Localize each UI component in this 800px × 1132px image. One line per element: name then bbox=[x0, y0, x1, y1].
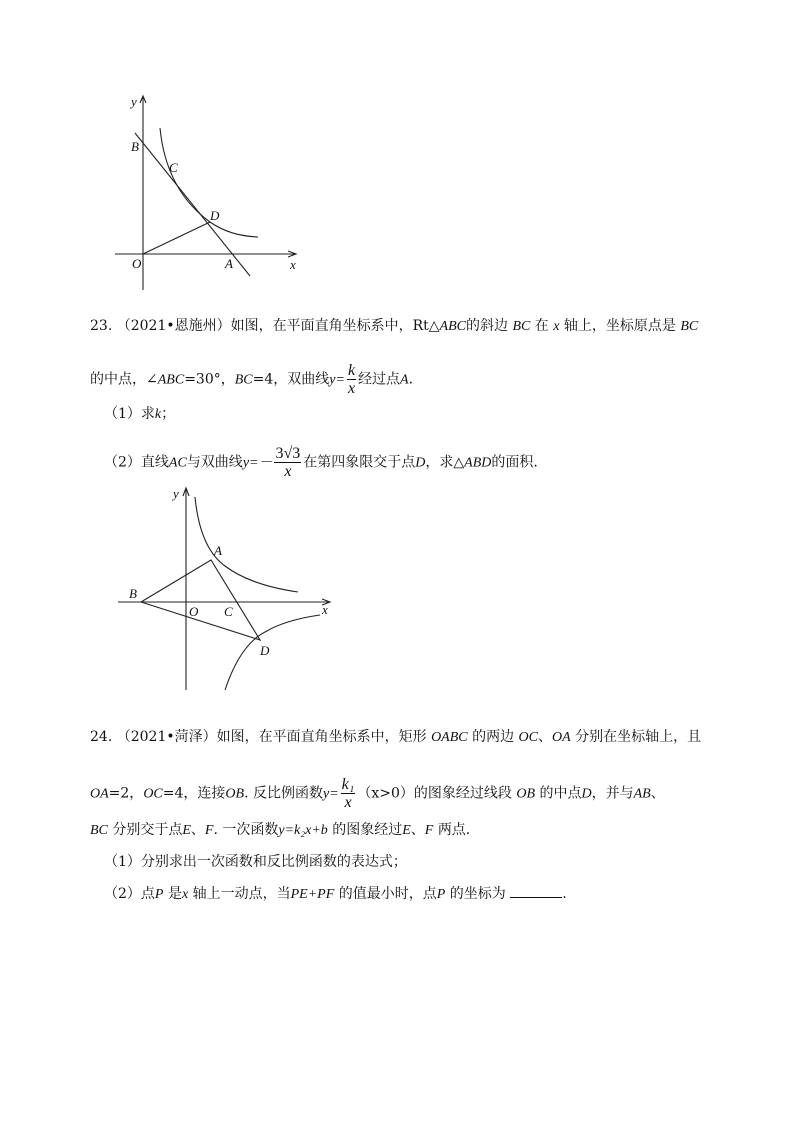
text-segment: y=－ bbox=[242, 455, 273, 471]
text-segment: AC bbox=[168, 455, 187, 471]
text-segment: （2）直线 bbox=[104, 454, 169, 471]
text-segment: OABC bbox=[431, 730, 468, 745]
text-segment: 是 bbox=[167, 886, 182, 902]
q23-part1 bbox=[104, 404, 175, 425]
q23-line1 bbox=[90, 316, 698, 337]
text-segment: y= bbox=[322, 786, 339, 802]
text-segment: OB bbox=[225, 786, 245, 802]
text-segment: AB bbox=[633, 786, 651, 802]
q24-line2 bbox=[90, 776, 665, 811]
text-segment: OC bbox=[143, 786, 163, 802]
fraction-k1-over-x bbox=[341, 776, 356, 811]
text-segment: k bbox=[347, 362, 356, 379]
text-segment: 的面积. bbox=[491, 454, 538, 471]
fraction-k-over-x bbox=[347, 362, 356, 397]
label-c: C bbox=[169, 160, 178, 175]
text-segment: 轴上一动点，当 bbox=[192, 886, 291, 902]
text-segment: （1）求 bbox=[104, 406, 155, 422]
text-segment: P bbox=[436, 887, 446, 902]
label-o: O bbox=[132, 256, 142, 271]
text-segment: 的坐标为 bbox=[449, 886, 506, 902]
hyperbola-q4 bbox=[225, 615, 320, 690]
text-segment: 的斜边 bbox=[466, 318, 508, 334]
answer-blank[interactable] bbox=[510, 883, 562, 898]
text-segment: x bbox=[347, 380, 356, 397]
text-segment: E bbox=[402, 823, 411, 838]
text-segment: 、 bbox=[410, 822, 425, 838]
text-segment: 在 bbox=[534, 318, 549, 334]
text-segment: . 一次函数 bbox=[213, 822, 279, 838]
text-segment: （x>0） bbox=[357, 785, 414, 802]
text-segment: ，并与 bbox=[591, 785, 634, 802]
label-x: x bbox=[322, 602, 328, 617]
label-d: D bbox=[260, 643, 270, 658]
fraction-3root3-over-x bbox=[274, 445, 301, 480]
text-segment: 、 bbox=[190, 822, 205, 838]
text-segment: 两点. bbox=[437, 822, 471, 838]
text-segment: ； bbox=[161, 406, 176, 422]
figure-q23 bbox=[118, 488, 330, 690]
text-segment: （2021•菏泽） bbox=[116, 729, 217, 745]
text-segment: . bbox=[562, 886, 567, 902]
hyperbola-q1 bbox=[195, 497, 298, 592]
text-segment: 经过点 bbox=[358, 371, 401, 388]
figure-q22-labels bbox=[129, 94, 296, 272]
text-segment: ，求△ bbox=[425, 454, 465, 471]
text-segment: BC bbox=[234, 372, 253, 388]
text-segment: 的图象经过线段 bbox=[413, 785, 512, 802]
text-segment: 分别交于点 bbox=[112, 822, 183, 838]
text-segment: 如图，在平面直角坐标系中，矩形 bbox=[216, 729, 427, 745]
text-segment: ABC bbox=[439, 319, 466, 334]
text-segment: 分别在坐标轴上，且 bbox=[575, 729, 702, 745]
q24-line1 bbox=[90, 727, 701, 748]
q23-part2 bbox=[104, 445, 538, 480]
text-segment: 的中点 bbox=[539, 785, 582, 802]
text-segment: 如图，在平面直角坐标系中，Rt△ bbox=[230, 318, 440, 334]
label-x: x bbox=[290, 257, 296, 272]
text-segment: x bbox=[553, 319, 560, 334]
text-segment: （2021•恩施州） bbox=[116, 318, 231, 334]
label-c: C bbox=[224, 604, 233, 619]
text-segment: 3√3 bbox=[275, 445, 301, 462]
text-segment: 与双曲线 bbox=[186, 454, 243, 471]
text-segment: F bbox=[424, 823, 434, 838]
text-segment: F bbox=[204, 823, 214, 838]
text-segment: x bbox=[284, 463, 292, 480]
triangle-abd bbox=[141, 560, 260, 640]
text-segment: 轴上，坐标原点是 bbox=[563, 318, 676, 334]
q23-line2 bbox=[90, 362, 413, 397]
text-segment: 、 bbox=[537, 729, 552, 745]
text-segment: x bbox=[344, 794, 352, 811]
text-segment: P bbox=[154, 887, 164, 902]
figure-q23-labels bbox=[129, 486, 328, 658]
text-segment: BC bbox=[90, 823, 108, 838]
text-segment: k bbox=[154, 407, 162, 422]
text-segment: BC bbox=[512, 319, 531, 334]
figure-q22 bbox=[115, 96, 296, 290]
q24-line3 bbox=[90, 820, 470, 841]
text-segment: D bbox=[415, 455, 426, 471]
text-segment: E bbox=[182, 823, 191, 838]
q24-part1 bbox=[104, 852, 407, 872]
label-b: B bbox=[131, 139, 139, 154]
text-segment: 的值最小时，点 bbox=[338, 886, 437, 902]
text-segment: OB bbox=[516, 786, 535, 802]
text-segment: PE+PF bbox=[290, 887, 335, 902]
label-o: O bbox=[189, 604, 199, 619]
text-segment: ABD bbox=[464, 455, 492, 471]
text-segment: ABC bbox=[157, 372, 185, 388]
text-segment: 23. bbox=[90, 318, 113, 334]
text-segment: . 反比例函数 bbox=[244, 785, 323, 802]
label-y: y bbox=[173, 486, 179, 501]
text-segment: OC bbox=[518, 730, 538, 745]
text-segment: y= bbox=[329, 372, 345, 388]
label-a: A bbox=[214, 543, 222, 558]
text-segment: 的图象经过 bbox=[332, 822, 403, 838]
text-segment: 、 bbox=[650, 785, 665, 802]
text-segment: . bbox=[408, 371, 414, 388]
text-segment: A bbox=[400, 372, 409, 388]
q24-part2 bbox=[104, 883, 567, 905]
text-segment: x bbox=[181, 887, 189, 902]
text-segment: BC bbox=[680, 319, 699, 334]
text-segment: OA bbox=[551, 730, 571, 745]
text-segment: （2）点 bbox=[104, 886, 155, 902]
text-segment: =2， bbox=[108, 785, 144, 802]
text-segment: k₁ bbox=[341, 776, 355, 793]
text-segment: =4，连接 bbox=[162, 785, 226, 802]
text-segment: 的中点，∠ bbox=[90, 371, 158, 388]
label-y: y bbox=[131, 94, 137, 109]
text-segment: =30°， bbox=[184, 371, 235, 388]
text-segment: 的两边 bbox=[472, 729, 515, 745]
text-segment: =4，双曲线 bbox=[252, 371, 330, 388]
segment-od bbox=[143, 222, 210, 254]
text-segment: 24. bbox=[90, 729, 113, 745]
label-d: D bbox=[210, 208, 220, 223]
text-segment: y=k₂x+b bbox=[278, 823, 328, 838]
text-segment: OA bbox=[90, 786, 109, 802]
text-segment: （1）分别求出一次函数和反比例函数的表达式； bbox=[104, 854, 407, 870]
text-segment: 在第四象限交于点 bbox=[303, 454, 416, 471]
text-segment: D bbox=[581, 786, 592, 802]
label-a: A bbox=[225, 256, 233, 271]
label-b: B bbox=[129, 586, 137, 601]
